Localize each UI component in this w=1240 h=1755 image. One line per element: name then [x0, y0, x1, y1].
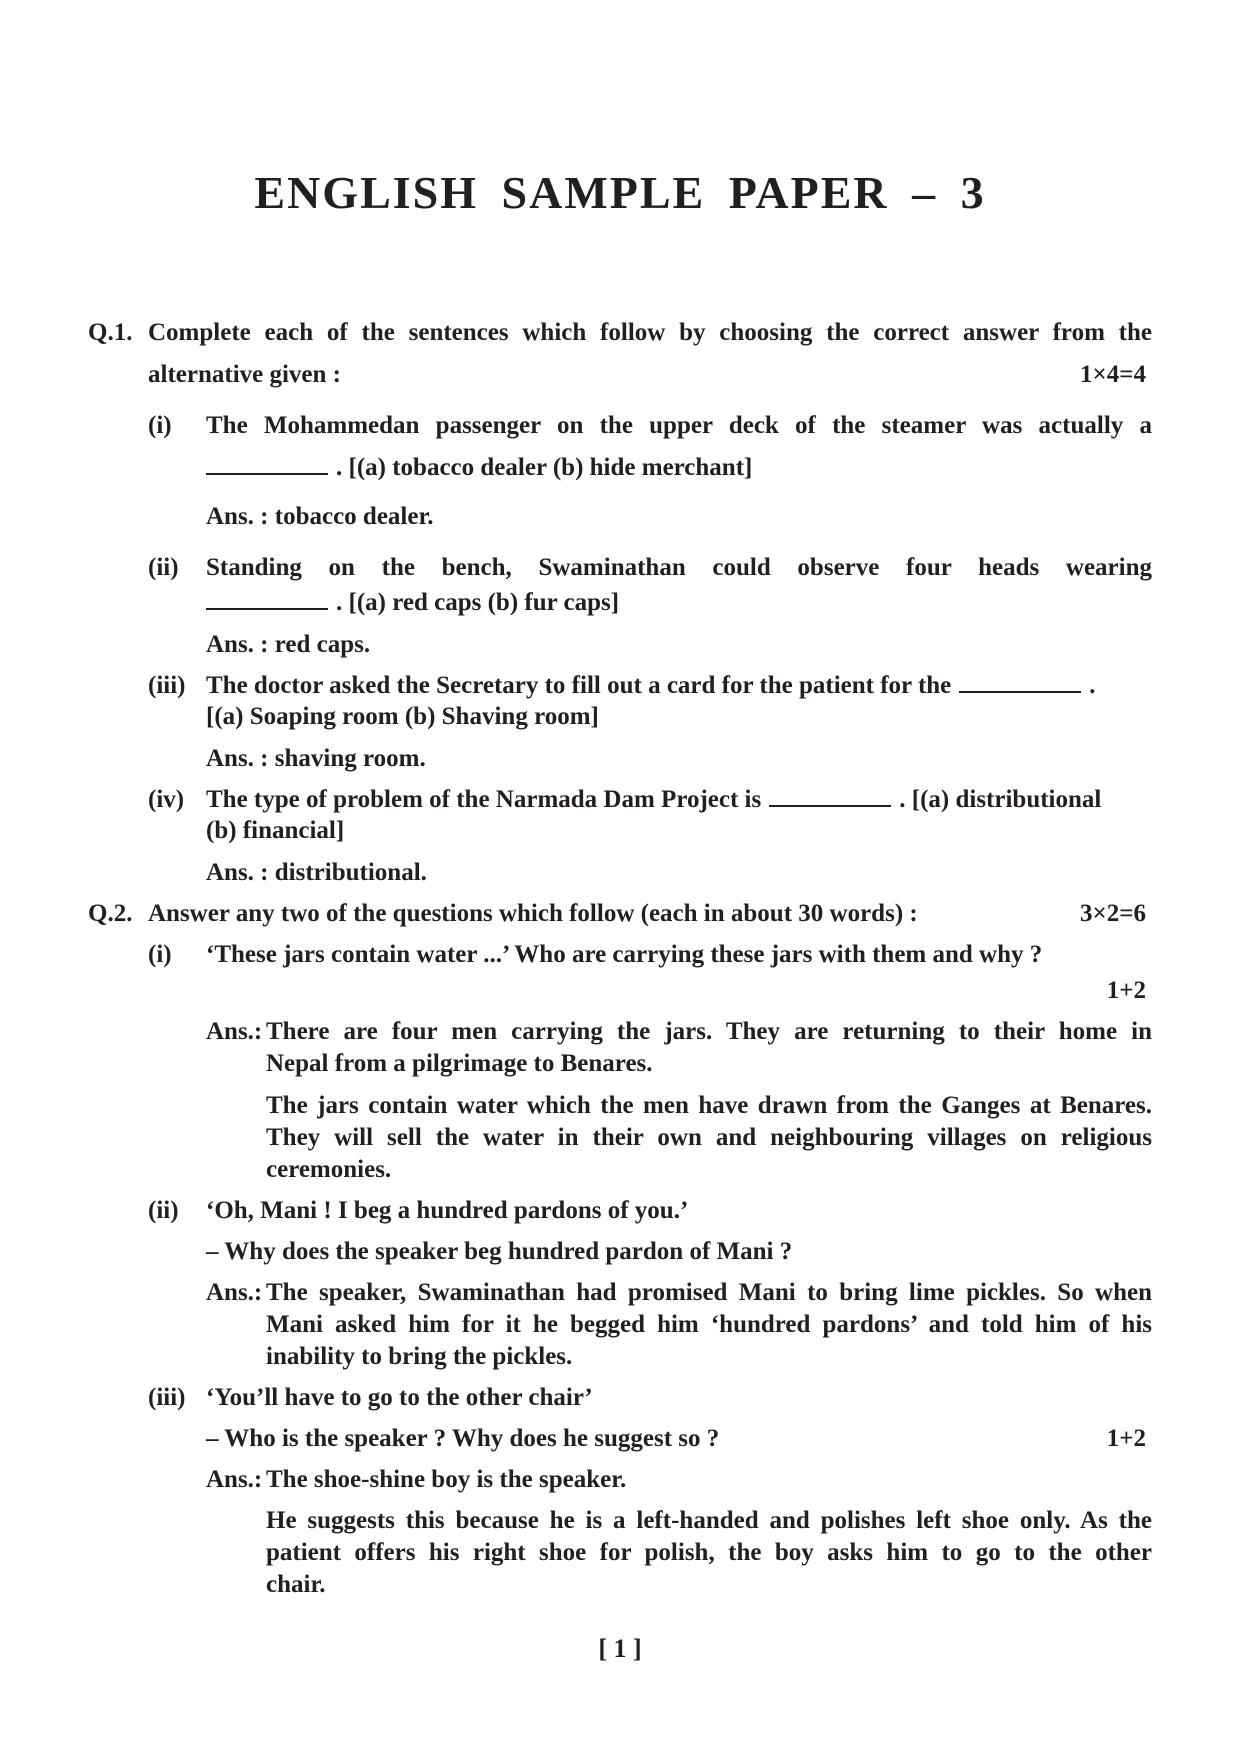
q1-marks: 1×4=4: [1080, 361, 1146, 388]
q1-item3-number: (iii): [148, 672, 186, 699]
q2-item3-answer-line1: The shoe-shine boy is the speaker.: [266, 1466, 627, 1493]
q2-marks: 3×2=6: [1080, 900, 1146, 927]
page-title: ENGLISH SAMPLE PAPER – 3: [254, 167, 986, 218]
q2-item3-question: ‘You’ll have to go to the other chair’: [206, 1384, 593, 1411]
q2-item3-para2-line3: chair.: [266, 1571, 326, 1598]
q2-item2-number: (ii): [148, 1197, 179, 1224]
q1-item1-line2: [206, 453, 752, 483]
q1-item4-text: The type of problem of the Narmada Dam Project is: [206, 786, 762, 813]
q1-text-line2: alternative given :: [148, 361, 342, 388]
q1-item1-number: (i): [148, 412, 172, 439]
answer-blank: [959, 671, 1081, 693]
q1-item3-line1: [206, 671, 1096, 701]
q1-item3-answer: Ans. : shaving room.: [206, 745, 426, 772]
q2-item2-answer-line1: The speaker, Swaminathan had promised Mani to bring lime pickles. So when: [266, 1279, 1152, 1306]
q2-text-line1: Answer any two of the questions which follow (each in about 30 words) :: [148, 900, 918, 927]
q2-item2-subquestion: – Why does the speaker beg hundred pardon of Mani ?: [206, 1238, 793, 1265]
q1-item3-period: .: [1089, 672, 1096, 699]
q1-item1-line1: The Mohammedan passenger on the upper deck of the steamer was actually a: [206, 412, 1152, 439]
q1-item3-text: The doctor asked the Secretary to fill out a card for the patient for the: [206, 672, 952, 699]
q2-item1-answer-line2: Nepal from a pilgrimage to Benares.: [266, 1050, 653, 1077]
q1-item2-line2: [206, 588, 619, 618]
q1-text-line1: Complete each of the sentences which follow by choosing the correct answer from the: [148, 319, 1152, 346]
q2-item1-answer-label: Ans.:: [206, 1018, 263, 1045]
answer-blank: [769, 785, 891, 807]
q1-item2-answer: Ans. : red caps.: [206, 631, 371, 658]
q1-item4-number: (iv): [148, 786, 185, 813]
q1-item3-line2: [(a) Soaping room (b) Shaving room]: [206, 703, 599, 730]
q2-item3-para2-line1: He suggests this because he is a left-handed and polishes left shoe only. As the: [266, 1507, 1152, 1534]
q2-item3-para2-line2: patient offers his right shoe for polish, the boy asks him to go to the other: [266, 1539, 1152, 1566]
q2-item1-para2-line1: The jars contain water which the men have drawn from the Ganges at Benares.: [266, 1092, 1152, 1119]
q2-item3-marks: 1+2: [1106, 1425, 1146, 1452]
q2-item3-answer-label: Ans.:: [206, 1466, 263, 1493]
q2-item1-marks: 1+2: [1106, 977, 1146, 1004]
answer-blank: [206, 453, 328, 475]
q1-number: Q.1.: [88, 319, 133, 346]
q2-item1-question: ‘These jars contain water ...’ Who are carrying these jars with them and why ?: [206, 941, 1043, 968]
q1-item4-answer: Ans. : distributional.: [206, 859, 427, 886]
q2-item1-para2-line3: ceremonies.: [266, 1156, 392, 1183]
q2-item1-number: (i): [148, 941, 172, 968]
q2-item3-subquestion: – Who is the speaker ? Why does he suggest so ?: [206, 1425, 720, 1452]
q2-item2-answer-label: Ans.:: [206, 1279, 263, 1306]
q2-item3-number: (iii): [148, 1384, 186, 1411]
answer-blank: [206, 588, 328, 610]
q2-item2-answer-line3: inability to bring the pickles.: [266, 1343, 573, 1370]
page-number: [ 1 ]: [598, 1634, 642, 1663]
q1-item2-number: (ii): [148, 554, 179, 581]
q1-item1-answer: Ans. : tobacco dealer.: [206, 503, 434, 530]
q2-item2-answer-line2: Mani asked him for it he begged him ‘hundred pardons’ and told him of his: [266, 1311, 1152, 1338]
q2-item2-question: ‘Oh, Mani ! I beg a hundred pardons of you.’: [206, 1197, 689, 1224]
q1-item1-options: . [(a) tobacco dealer (b) hide merchant]: [336, 454, 753, 481]
q1-item4-line1: [206, 785, 1101, 815]
q1-item2-options: . [(a) red caps (b) fur caps]: [336, 589, 620, 616]
q2-item1-para2-line2: They will sell the water in their own and neighbouring villages on religious: [266, 1124, 1152, 1151]
q2-item1-answer-line1: There are four men carrying the jars. They are returning to their home in: [266, 1018, 1152, 1045]
q1-item4-options: . [(a) distributional: [899, 786, 1102, 813]
q2-number: Q.2.: [88, 900, 133, 927]
q1-item2-line1: Standing on the bench, Swaminathan could observe four heads wearing: [206, 554, 1152, 581]
q1-item4-line2: (b) financial]: [206, 817, 345, 844]
